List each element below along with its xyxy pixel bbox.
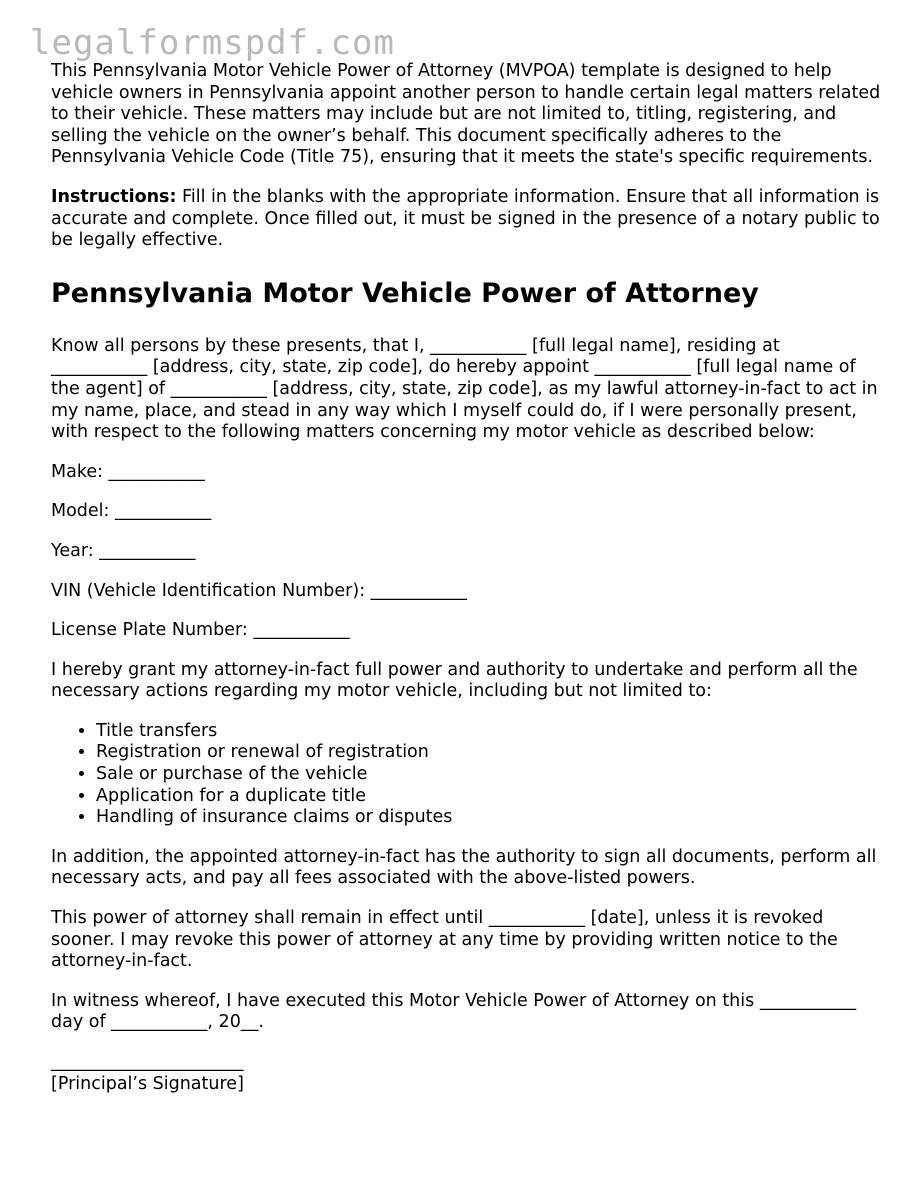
document-title: Pennsylvania Motor Vehicle Power of Attorney bbox=[51, 277, 759, 309]
grant-paragraph: I hereby grant my attorney-in-fact full power and authority to undertake and perform all the necessary actions regarding my motor vehicle, including but not limited to: bbox=[51, 659, 858, 702]
signature-label: [Principal’s Signature] bbox=[51, 1073, 244, 1094]
watermark: legalformspdf.com bbox=[30, 23, 395, 63]
field-license-plate: License Plate Number: ___________ bbox=[51, 620, 350, 641]
field-year: Year: ___________ bbox=[51, 540, 196, 561]
signature-line: ______________________ bbox=[51, 1052, 244, 1072]
field-vin: VIN (Vehicle Identification Number): ___________ bbox=[51, 580, 467, 601]
field-model: Model: ___________ bbox=[51, 501, 212, 522]
appointment-paragraph: Know all persons by these presents, that I, ___________ [full legal name], residing at ___________ [address, city, state, zip code], do hereby appoint ___________ [full legal name of the agent] of ___________ [address, city, state, zip code], as my lawful attorney-in-fact to act in my name, place, and stead in any way which I myself could do, if I were personally present, with respect to the following matters concerning my motor vehicle as described below: bbox=[51, 335, 878, 443]
powers-list bbox=[51, 721, 881, 829]
addition-paragraph: In addition, the appointed attorney-in-fact has the authority to sign all documents, perform all necessary acts, and pay all fees associated with the above-listed powers. bbox=[51, 846, 877, 889]
witness-paragraph: In witness whereof, I have executed this Motor Vehicle Power of Attorney on this ___________ day of ___________, 20__. bbox=[51, 990, 857, 1033]
list-item: • Title transfers bbox=[96, 721, 881, 743]
field-make: Make: ___________ bbox=[51, 461, 205, 482]
intro-paragraph: This Pennsylvania Motor Vehicle Power of Attorney (MVPOA) template is designed to help vehicle owners in Pennsylvania appoint another person to handle certain legal matters related to their vehicle. These matters may include but are not limited to, titling, registering, and selling the vehicle on the owner’s behalf. This document specifically adheres to the Pennsylvania Vehicle Code (Title 75), ensuring that it meets the state's specific requirements. bbox=[51, 61, 881, 168]
list-item: • Application for a duplicate title bbox=[96, 786, 881, 808]
instructions-text: Fill in the blanks with the appropriate information. Ensure that all information is accurate and complete. Once filled out, it must be signed in the presence of a notary public to be legally effective. bbox=[51, 186, 880, 251]
instructions-label: Instructions: bbox=[51, 186, 177, 207]
list-item: • Handling of insurance claims or disputes bbox=[96, 807, 881, 829]
instructions-paragraph bbox=[51, 187, 881, 252]
list-item: • Registration or renewal of registration bbox=[96, 742, 881, 764]
list-item: • Sale or purchase of the vehicle bbox=[96, 764, 881, 786]
document-body bbox=[51, 61, 881, 1095]
duration-paragraph: This power of attorney shall remain in effect until ___________ [date], unless it is revoked sooner. I may revoke this power of attorney at any time by providing written notice to the attorney-in-fact. bbox=[51, 908, 838, 972]
